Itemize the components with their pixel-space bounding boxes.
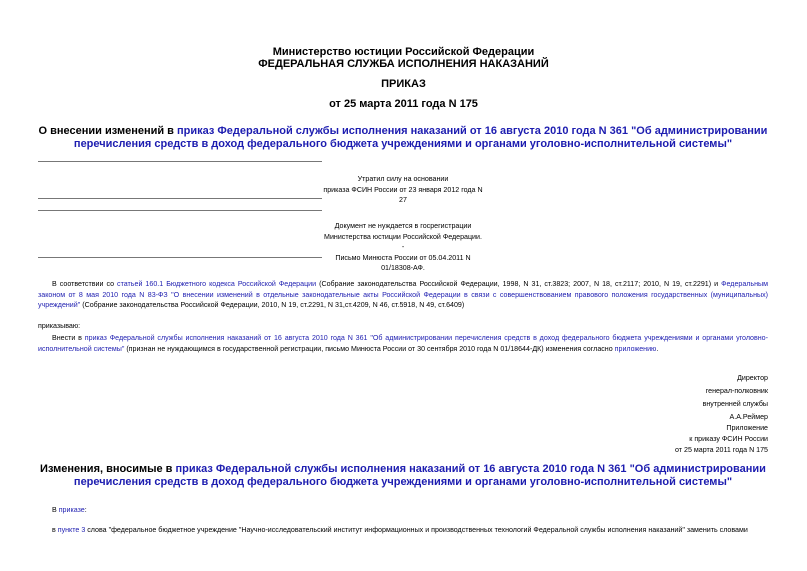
changes-intro (38, 505, 768, 516)
basis-text: В соответствии со (52, 280, 118, 288)
registration-note (322, 221, 484, 274)
basis-paragraph (38, 279, 768, 311)
budget-code-link[interactable]: статьей 160.1 Бюджетного кодекса Российской Федерации (117, 280, 317, 288)
order-text: Внести в (52, 334, 85, 342)
appendix-line-2: к приказу ФСИН России (689, 435, 768, 443)
doc-date-number: от 25 марта 2011 года N 175 (329, 98, 478, 110)
order-word: приказываю: (38, 322, 81, 330)
changes-text: слова "федеральное бюджетное учреждение "Научно-исследовательский институт информационных и производственных технологий Федеральной службы исполнения наказаний" заменить словами (85, 526, 748, 534)
changes-title-order-link[interactable]: приказ Федеральной службы исполнения наказаний от 16 августа 2010 года N 361 "Об администрировании перечисления средств в доход федерального бюджета учреждениями и органами уголовно-исполнительной системы" (73, 463, 766, 488)
appendix-line-3: от 25 марта 2011 года N 175 (675, 446, 768, 454)
signature-name: А.А.Реймер (729, 413, 768, 421)
registration-line-2: Министерства юстиции Российской Федерации. - (324, 232, 482, 251)
title-order-link[interactable]: приказ Федеральной службы исполнения наказаний от 16 августа 2010 года N 361 "Об администрировании перечисления средств в доход федерального бюджета учреждениями и органами уголовно-исполнительной системы" (73, 125, 768, 150)
basis-text: (Собрание законодательства Российской Федерации, 2010, N 19, ст.2291, N 31,ст.4209, N 46, ст.5918, N 49, ст.6409) (80, 301, 465, 309)
lost-force-note (322, 174, 484, 206)
changes-intro-text: : (84, 506, 87, 514)
signature-position-3: внутренней службы (702, 400, 768, 408)
service-heading: ФЕДЕРАЛЬНАЯ СЛУЖБА ИСПОЛНЕНИЯ НАКАЗАНИЙ (258, 58, 549, 70)
divider (38, 257, 322, 258)
order-text: . (656, 344, 659, 353)
order-link[interactable]: приказе (58, 506, 85, 514)
signature-position-1: Директор (737, 374, 768, 382)
appendix-block (560, 423, 768, 455)
appendix-link[interactable]: приложению (614, 344, 657, 353)
ministry-heading: Министерство юстиции Российской Федерации (272, 46, 535, 58)
changes-paragraph-1 (38, 525, 768, 536)
title-prefix: О внесении изменений в (38, 125, 177, 137)
lost-force-line-2: приказа ФСИН России от 23 января 2012 года N 27 (323, 185, 483, 204)
registration-line-1: Документ не нуждается в госрегистрации (334, 222, 472, 230)
signature-position-2: генерал-полковник (705, 387, 768, 395)
federal-law-link[interactable]: Федеральным законом от 8 мая 2010 года N 83-ФЗ "О внесении изменений в отдельные законодательные акты Российской Федерации в связи с совершенствованием правового положения государственных (муниципальных) учреждений" (38, 280, 769, 309)
order-text: (признан не нуждающимся в государственной регистрации, письмо Минюста России от 30 сентября 2010 года N 01/18644-ДК) изменения согласно (124, 344, 615, 353)
changes-title (38, 463, 768, 489)
changes-text: в (52, 526, 58, 534)
changes-title-prefix: Изменения, вносимые в (40, 463, 176, 475)
lost-force-line-1: Утратил силу на основании (357, 175, 449, 183)
order-361-link[interactable]: приказ Федеральной службы исполнения наказаний от 16 августа 2010 года N 361 "Об администрировании перечисления средств в доход федерального бюджета учреждениями и органами уголовно-исполнительной системы" (38, 334, 768, 353)
divider (38, 210, 322, 211)
point-3-link[interactable]: пункте 3 (57, 526, 86, 534)
divider (38, 161, 322, 162)
order-paragraph (38, 333, 768, 354)
divider (38, 198, 322, 199)
signature-block (560, 373, 768, 422)
basis-text: (Собрание законодательства Российской Федерации, 1998, N 31, ст.3823; 2007, N 18, ст.2117; 2010, N 19, ст.2291) и (316, 280, 722, 288)
appendix-line-1: Приложение (726, 424, 768, 432)
changes-intro-text: В (52, 506, 59, 514)
registration-line-3: Письмо Минюста России от 05.04.2011 N 01/18308-АФ. (335, 253, 471, 272)
doc-type-heading: ПРИКАЗ (381, 78, 426, 90)
document-title (38, 125, 768, 151)
